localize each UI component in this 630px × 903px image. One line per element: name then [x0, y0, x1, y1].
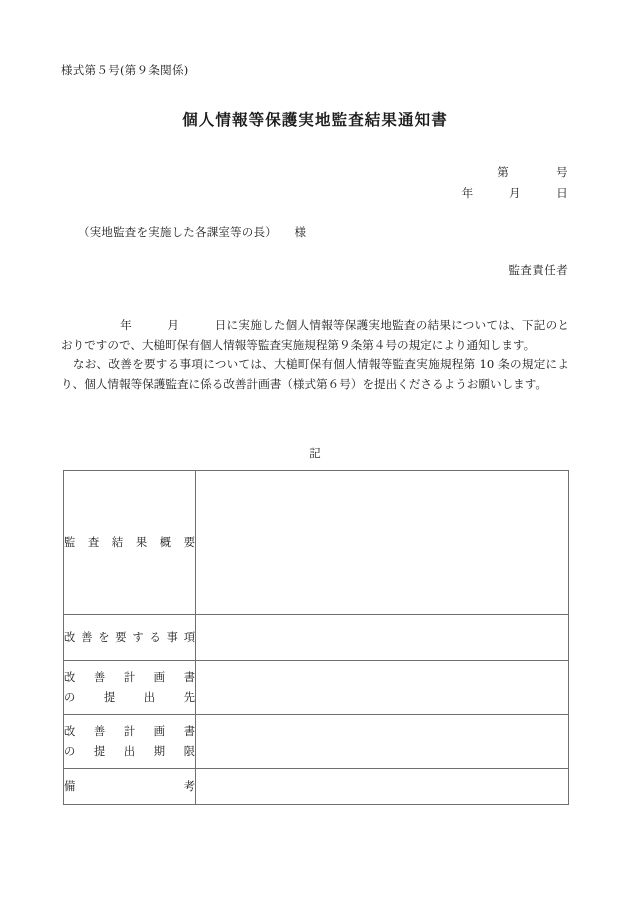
- body-text: [61, 316, 569, 394]
- row-label-text: 監査結果概要: [64, 536, 195, 549]
- row-value-improvement-items[interactable]: [196, 615, 569, 661]
- ki-marker: 記: [309, 446, 321, 460]
- row-label-plan-submit-to: [64, 661, 196, 715]
- row-label-remarks: [64, 769, 196, 805]
- document-date-line: 年 月 日: [461, 186, 568, 200]
- row-label-audit-summary: [64, 471, 196, 615]
- row-label-improvement-items: [64, 615, 196, 661]
- page-title: 個人情報等保護実地監査結果通知書: [182, 110, 448, 129]
- document-meta-block: [462, 162, 568, 204]
- row-value-audit-summary[interactable]: [196, 471, 569, 615]
- row-value-remarks[interactable]: [196, 769, 569, 805]
- row-label-text: 備 考: [64, 780, 195, 793]
- body-paragraph-2: なお、改善を要する事項については、大槌町保有個人情報等監査実施規程第 10 条の規定により、個人情報等保護監査に係る改善計画書（様式第６号）を提出くださるようお願いします。: [61, 357, 569, 391]
- table-row: [64, 769, 569, 805]
- row-label-text-line-1: 改善計画書: [64, 725, 195, 738]
- row-label-text-line-1: 改善計画書: [64, 671, 195, 684]
- row-value-plan-deadline[interactable]: [196, 715, 569, 769]
- row-label-text-line-2: の 提 出 先: [64, 691, 195, 704]
- table-row: [64, 471, 569, 615]
- row-label-plan-deadline: [64, 715, 196, 769]
- row-value-plan-submit-to[interactable]: [196, 661, 569, 715]
- body-paragraph-1: 年 月 日に実施した個人情報等保護実地監査の結果については、下記のとおりですので、大槌町保有個人情報等監査実施規程第９条第４号の規定により通知します。: [61, 318, 569, 352]
- row-label-text: 改善を要する事項: [64, 631, 195, 644]
- table-row: [64, 661, 569, 715]
- issuer-line: 監査責任者: [508, 263, 568, 277]
- row-label-text-line-2: の 提 出 期 限: [64, 745, 195, 758]
- audit-result-table: [63, 470, 569, 805]
- table-row: [64, 715, 569, 769]
- addressee-line: （実地監査を実施した各課室等の長） 様: [78, 225, 307, 239]
- document-number-line: 第 号: [497, 165, 568, 179]
- form-number: 様式第５号(第９条関係): [61, 63, 189, 77]
- table-row: [64, 615, 569, 661]
